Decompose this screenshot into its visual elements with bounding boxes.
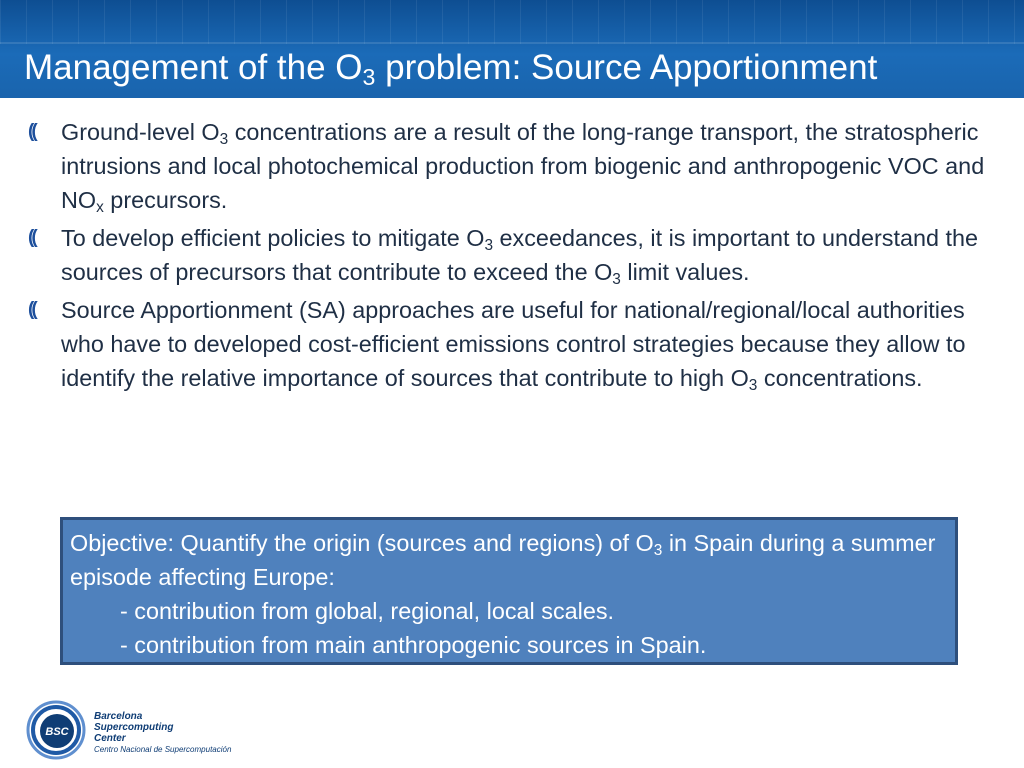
bullet-text <box>61 293 1003 395</box>
title-subscript: 3 <box>362 63 376 90</box>
bullet-marker-icon: (( <box>28 227 35 248</box>
bullet-marker-icon: (( <box>28 121 35 142</box>
subscript: 3 <box>219 130 229 148</box>
bullet-text <box>61 115 1003 217</box>
bullet-item <box>28 115 1003 217</box>
header-band <box>0 0 1024 98</box>
logo-line: Center <box>94 733 126 744</box>
bullet-item <box>28 221 1003 289</box>
bsc-logo-icon <box>24 700 88 760</box>
bsc-logo <box>24 700 264 760</box>
objective-statement <box>70 526 948 594</box>
subscript: 3 <box>748 376 758 394</box>
bullet-marker-icon: (( <box>28 299 35 320</box>
bullet-text <box>61 221 1003 289</box>
slide-title <box>24 44 877 92</box>
logo-line: Supercomputing <box>94 722 174 733</box>
subscript: x <box>96 198 104 216</box>
subscript: 3 <box>612 270 621 288</box>
title-text-end: problem: Source Apportionment <box>375 48 878 87</box>
bullet-text-part: Source Apportionment (SA) approaches are useful for national/regional/local authorities who have to developed cost-efficient emissions control strategies because they allow to identify the relative importance of sources that contribute to high O <box>61 297 966 391</box>
bullet-text-part: precursors. <box>103 187 228 213</box>
subscript: 3 <box>484 236 494 254</box>
objective-item-sources: - contribution from main anthropogenic sources in Spain. <box>120 632 707 658</box>
logo-line: Barcelona <box>94 711 143 722</box>
bullet-text-part: To develop efficient policies to mitigate O <box>61 225 485 251</box>
objective-item-scales: - contribution from global, regional, local scales. <box>120 598 615 624</box>
logo-tagline: Centro Nacional de Supercomputación <box>94 745 232 754</box>
bullet-text-part: concentrations are a result of the long-range transport, the stratospheric intrusions and local photochemical production from biogenic and anthropogenic VOC and NO <box>61 119 985 213</box>
bullet-text-part: limit values. <box>620 259 750 285</box>
logo-name <box>94 711 173 744</box>
objective-box <box>60 517 958 665</box>
bullet-text-part: concentrations. <box>757 365 923 391</box>
objective-text-part: Objective: Quantify the origin (sources and regions) of O <box>70 530 654 556</box>
logo-mark-text: BSC <box>45 726 69 738</box>
bullet-text-part: Ground-level O <box>61 119 220 145</box>
title-text: Management of the O <box>24 48 363 87</box>
subscript: 3 <box>653 541 663 559</box>
objective-text-part: in Spain during a summer episode affecting Europe: <box>70 530 936 590</box>
bullet-list <box>28 115 1003 399</box>
bullet-item <box>28 293 1003 395</box>
header-pattern <box>0 0 1024 44</box>
bullet-text-part: exceedances, it is important to understand the sources of precursors that contribute to exceed the O <box>61 225 979 285</box>
